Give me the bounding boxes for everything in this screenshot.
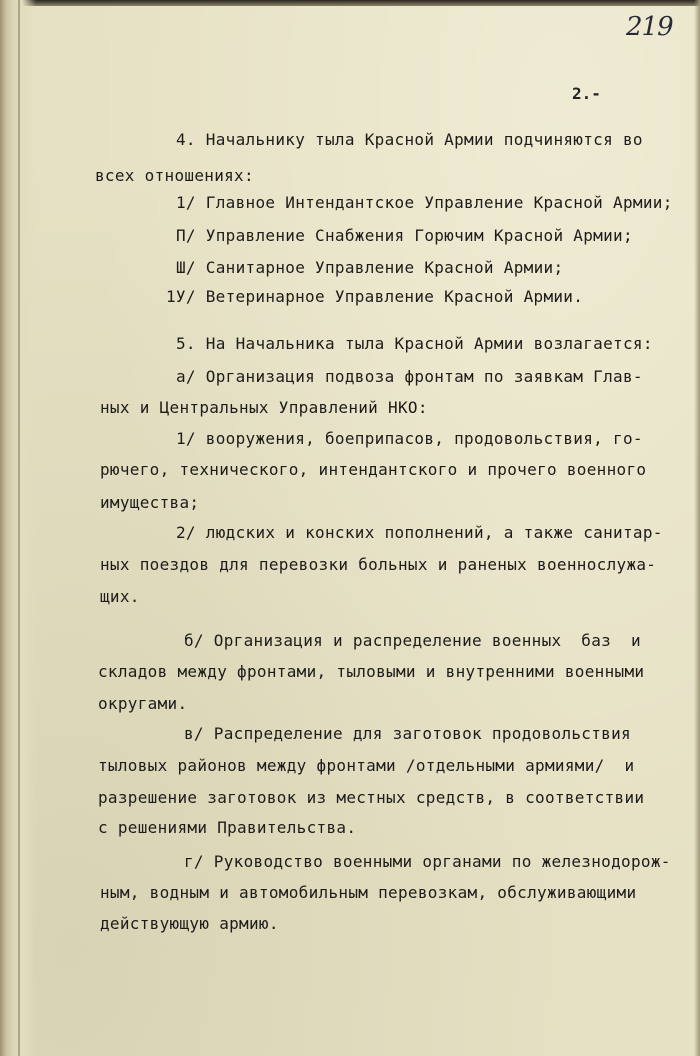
- text-line: 4. Начальнику тыла Красной Армии подчиняются во: [176, 130, 643, 149]
- page-number: 2.-: [572, 84, 601, 103]
- text-line: 1У/ Ветеринарное Управление Красной Армии.: [166, 287, 584, 306]
- text-line: 2/ людских и конских пополнений, а также санитар-: [176, 523, 663, 542]
- page-right-edge: [694, 0, 700, 1056]
- text-line: б/ Организация и распределение военных баз и: [184, 631, 641, 650]
- text-line: разрешение заготовок из местных средств, в соответствии: [98, 788, 645, 807]
- text-line: ным, водным и автомобильным перевозкам, обслуживающими: [100, 883, 637, 902]
- text-line: ных поездов для перевозки больных и раненых военнослужа-: [100, 555, 657, 574]
- text-line: тыловых районов между фронтами /отдельными армиями/ и: [98, 756, 635, 775]
- text-line: 5. На Начальника тыла Красной Армии возлагается:: [176, 334, 653, 353]
- text-line: ных и Центральных Управлений НКО:: [100, 398, 428, 417]
- text-line: 1/ Главное Интендантское Управление Красной Армии;: [176, 193, 673, 212]
- text-line: в/ Распределение для заготовок продовольствия: [184, 724, 631, 743]
- text-line: округами.: [98, 694, 188, 713]
- text-line: имущества;: [100, 493, 200, 512]
- text-line: с решениями Правительства.: [98, 818, 357, 837]
- text-line: действующую армию.: [100, 914, 279, 933]
- text-line: П/ Управление Снабжения Горючим Красной Армии;: [176, 226, 633, 245]
- text-line: а/ Организация подвоза фронтам по заявкам Глав-: [176, 367, 643, 386]
- fold-line: [18, 0, 20, 1056]
- text-line: всех отношениях:: [95, 166, 254, 185]
- text-line: 1/ вооружения, боеприпасов, продовольствия, го-: [176, 429, 643, 448]
- page-top-edge: [0, 0, 700, 6]
- text-line: щих.: [100, 587, 140, 606]
- text-line: рючего, технического, интендантского и прочего военного: [100, 460, 647, 479]
- text-line: складов между фронтами, тыловыми и внутренними военными: [98, 662, 645, 681]
- text-line: Ш/ Санитарное Управление Красной Армии;: [176, 258, 564, 277]
- text-line: г/ Руководство военными органами по железнодорож-: [184, 852, 671, 871]
- archive-page-number: 219: [626, 12, 673, 42]
